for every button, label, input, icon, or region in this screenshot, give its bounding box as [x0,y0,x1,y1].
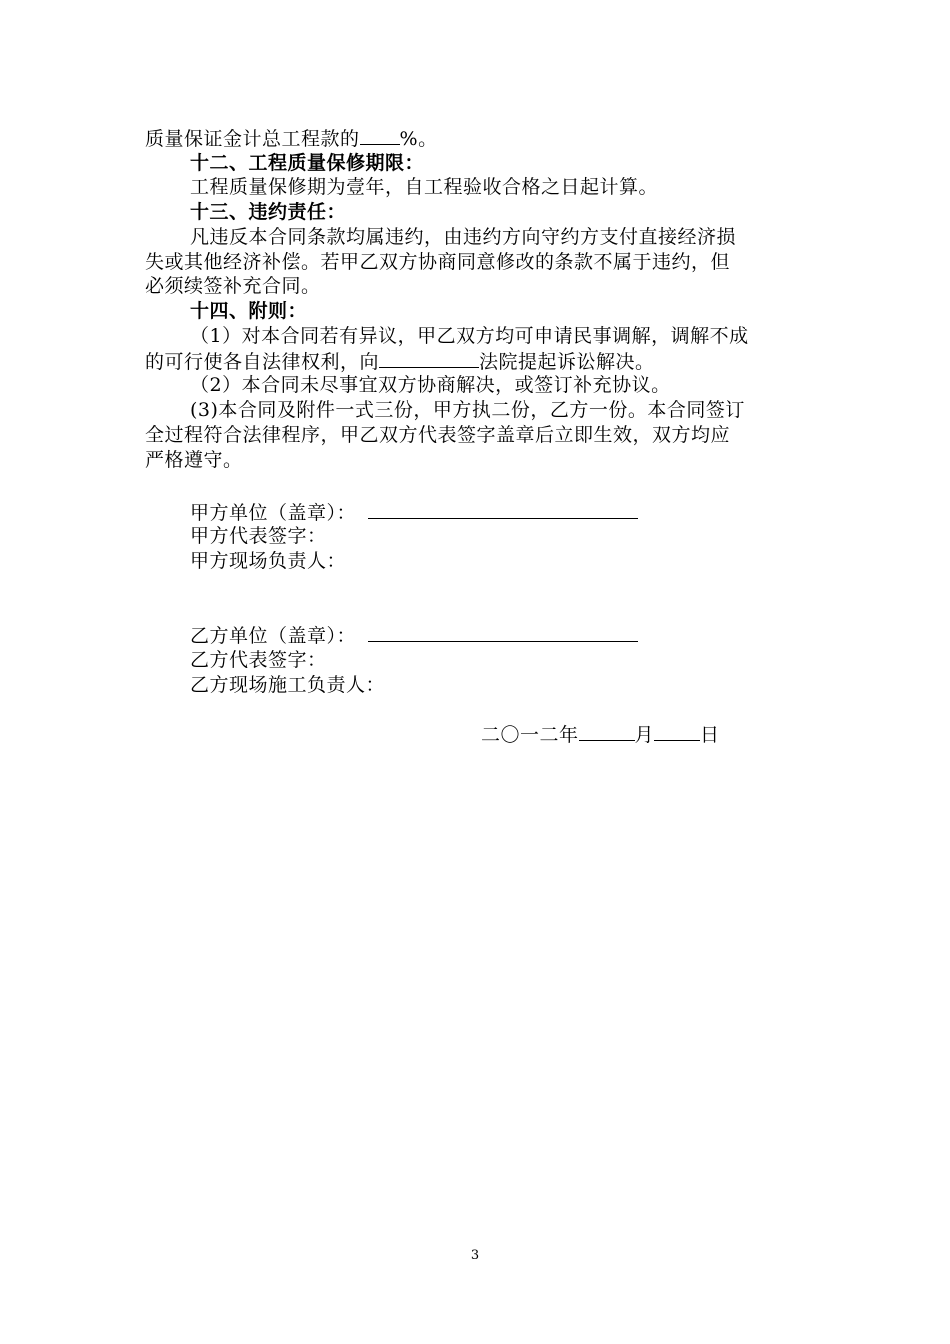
date-day-label: 日 [700,724,720,746]
section14-item3-line2: 全过程符合法律程序，甲乙双方代表签字盖章后立即生效，双方均应 [145,424,731,446]
section13-line1: 凡违反本合同条款均属违约，由违约方向守约方支付直接经济损 [190,226,737,248]
party-b-rep-label: 乙方代表签字： [190,649,327,671]
section12-text: 工程质量保修期为壹年，自工程验收合格之日起计算。 [190,176,659,198]
party-a-unit-signature-line [368,500,638,519]
court-name-blank [379,349,479,368]
signing-date [481,722,781,747]
party-a-site-label: 甲方现场负责人： [190,550,347,572]
quality-deposit-blank [360,126,400,145]
section14-item1-line2-text: 的可行使各自法律权利，向 [145,351,380,373]
section14-item3-line1: (3)本合同及附件一式三份，甲方执二份，乙方一份。本合同签订 [190,399,745,421]
section14-item1-line2-suffix: 法院提起诉讼解决。 [479,351,655,373]
section14-item2: （2）本合同未尽事宜双方协商解决，或签订补充协议。 [190,374,671,396]
party-a-unit-row [190,500,815,525]
party-b-unit-label: 乙方单位（盖章）： [190,625,357,647]
section14-item1-line2 [145,349,815,374]
section12-heading: 十二、工程质量保修期限： [190,152,425,174]
date-month-label: 月 [634,724,655,746]
date-month-blank [579,722,635,741]
section14-item3-line3: 严格遵守。 [145,449,243,471]
party-b-unit-row [190,623,815,648]
party-a-unit-label: 甲方单位（盖章）： [190,502,357,524]
page-number: 3 [470,1248,480,1263]
party-a-rep-label: 甲方代表签字： [190,525,327,547]
quality-deposit-text: 质量保证金计总工程款的 [145,128,360,150]
quality-deposit-line [145,126,815,151]
section13-line2: 失或其他经济补偿。若甲乙双方协商同意修改的条款不属于违约，但 [145,251,731,273]
party-b-site-label: 乙方现场施工负责人： [190,674,386,696]
party-b-unit-signature-line [368,623,638,642]
date-year: 二〇一二年 [481,724,579,746]
section13-line3: 必须续签补充合同。 [145,275,321,297]
section14-item1-line1: （1）对本合同若有异议，甲乙双方均可申请民事调解，调解不成 [190,325,749,347]
section14-heading: 十四、附则： [190,300,308,322]
quality-deposit-suffix: %。 [399,128,438,150]
section13-heading: 十三、违约责任： [190,201,347,223]
date-day-blank [654,722,700,741]
